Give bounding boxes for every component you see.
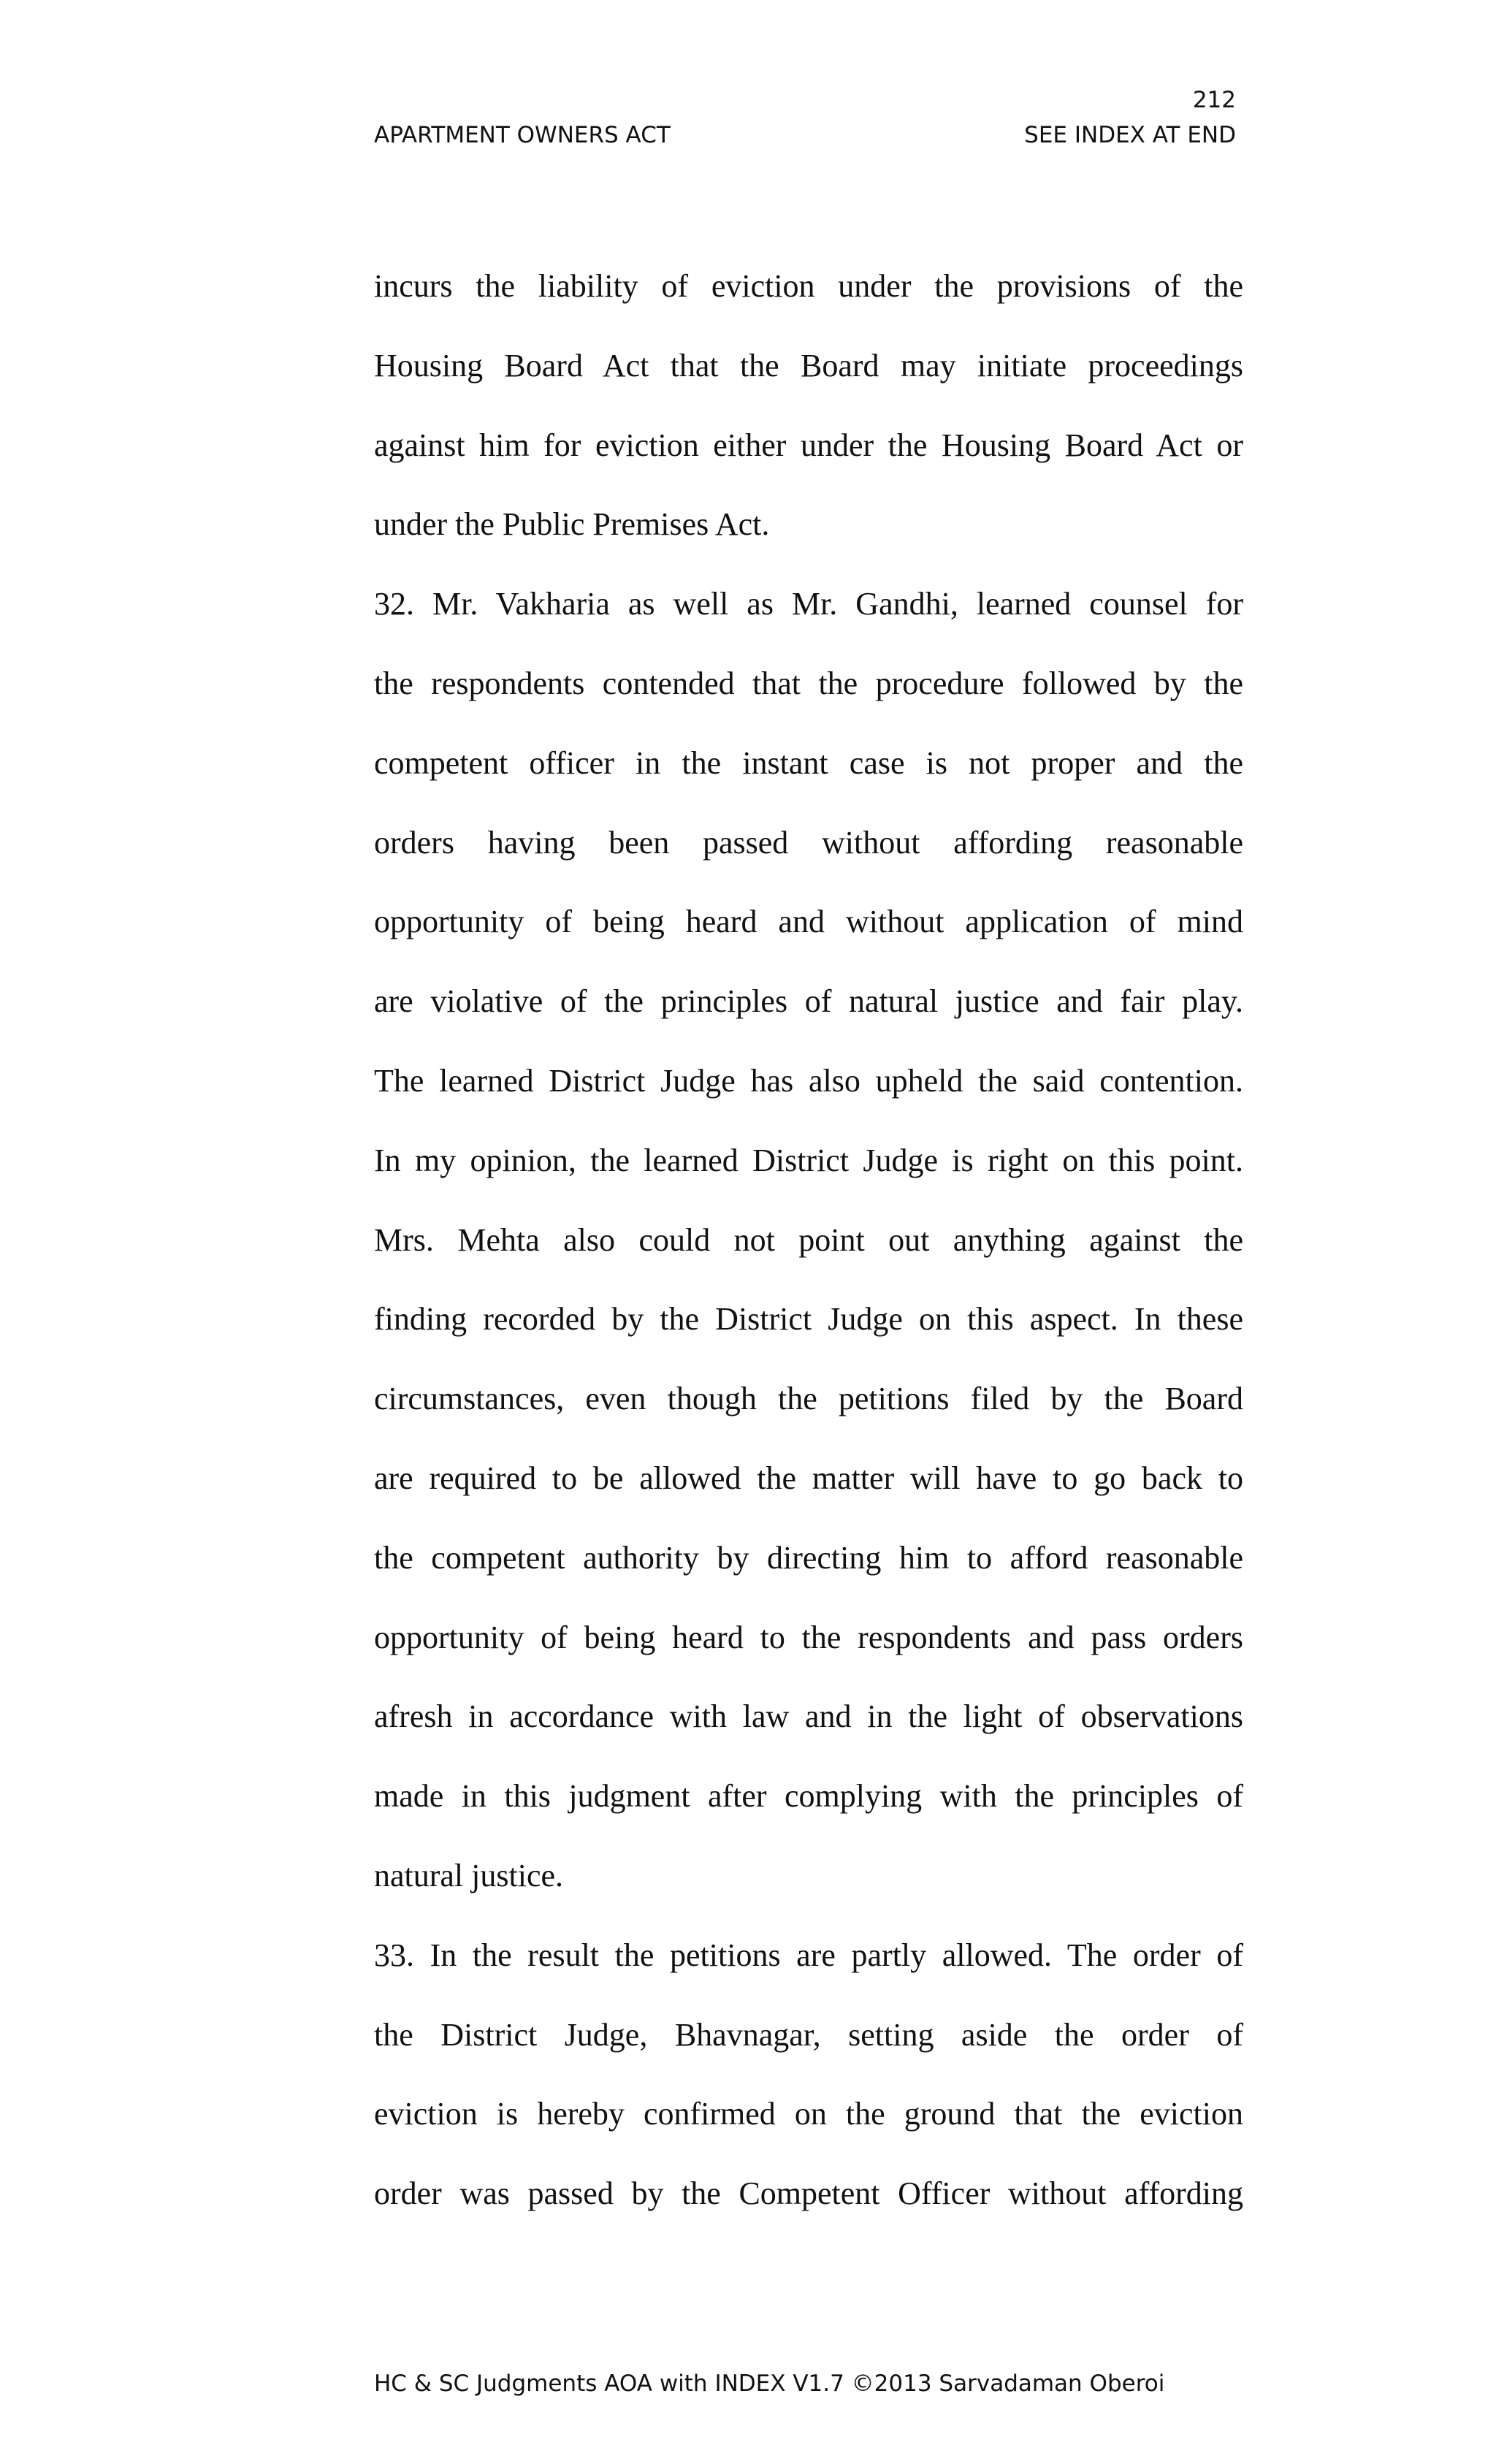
page-footer: HC & SC Judgments AOA with INDEX V1.7 ©2013 Sarvadaman Oberoi [374,2370,1165,2397]
body-line: made in this judgment after complying with the principles of [374,1778,1243,1815]
body-line: the respondents contended that the procedure followed by the [374,665,1243,701]
judgment-body [374,264,1243,2251]
body-line: orders having been passed without affording reasonable [374,824,1243,861]
body-line: afresh in accordance with law and in the light of observations [374,1698,1243,1735]
body-line: incurs the liability of eviction under the provisions of the [374,268,1243,304]
body-line: are violative of the principles of natural justice and fair play. [374,983,1243,1020]
body-line: finding recorded by the District Judge on this aspect. In these [374,1301,1243,1338]
body-line: In my opinion, the learned District Judge is right on this point. [374,1142,1243,1178]
body-line: circumstances, even though the petitions filed by the Board [374,1381,1243,1417]
body-line: are required to be allowed the matter will have to go back to [374,1460,1243,1496]
running-header-index-note: SEE INDEX AT END [1024,122,1236,148]
body-line: order was passed by the Competent Officer without affording [374,2175,1243,2212]
body-line: opportunity of being heard and without application of mind [374,904,1243,940]
running-header-title: APARTMENT OWNERS ACT [374,122,671,148]
body-line: 32. Mr. Vakharia as well as Mr. Gandhi, learned counsel for [374,586,1243,622]
body-line: The learned District Judge has also upheld the said contention. [374,1062,1243,1099]
body-line: natural justice. [374,1857,564,1893]
body-line: competent officer in the instant case is not proper and the [374,744,1243,781]
body-line: the competent authority by directing him to afford reasonable [374,1539,1243,1576]
body-line: opportunity of being heard to the respondents and pass orders [374,1619,1243,1655]
body-line: Housing Board Act that the Board may initiate proceedings [374,347,1243,384]
body-line: 33. In the result the petitions are partly allowed. The order of [374,1937,1243,1973]
page-number: 212 [1192,87,1236,113]
body-line: the District Judge, Bhavnagar, setting aside the order of [374,2016,1243,2053]
body-line: under the Public Premises Act. [374,506,770,543]
body-line: against him for eviction either under the Housing Board Act or [374,427,1243,463]
body-line: eviction is hereby confirmed on the ground that the eviction [374,2096,1243,2132]
body-line: Mrs. Mehta also could not point out anything against the [374,1221,1243,1258]
